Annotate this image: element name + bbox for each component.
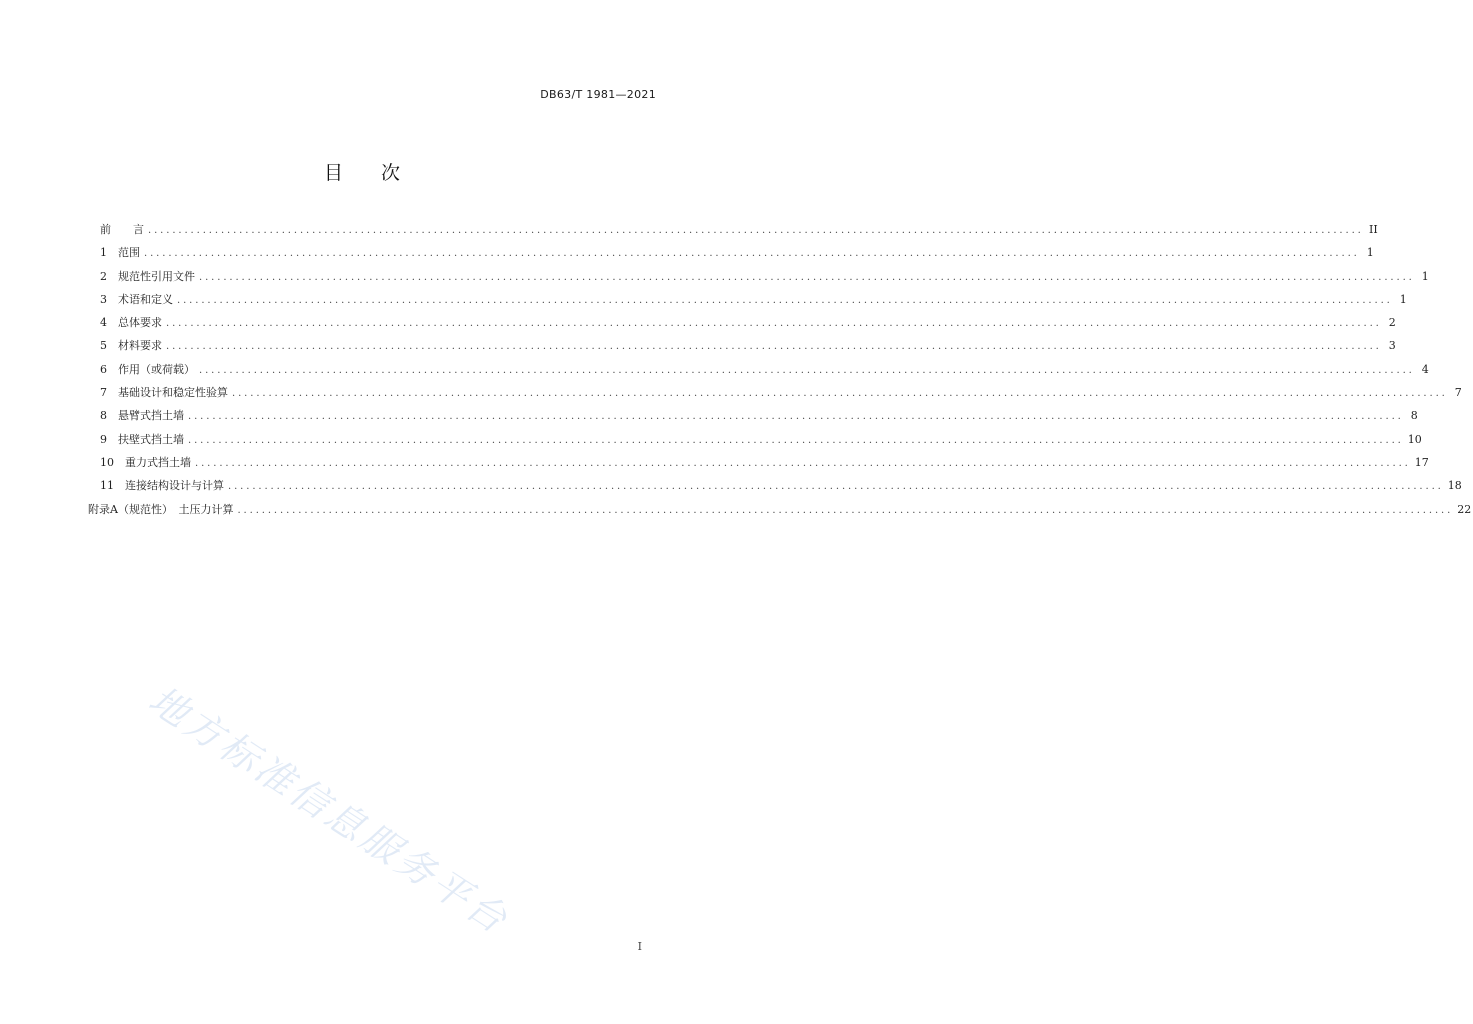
toc-entry-page: II [1369, 223, 1378, 236]
toc-leader-dots: ........................................................................................................................................................................................................ [148, 225, 1364, 236]
toc-entry-label: 附录A（规范性） 土压力计算 [88, 502, 234, 516]
toc-entry-page: 4 [1421, 362, 1429, 376]
toc-leader-dots: ........................................................................................................................................................................................................ [166, 318, 1382, 330]
toc-entry-page: 7 [1454, 386, 1462, 400]
toc-entry-label: 9 扶壁式挡土墙 [100, 432, 184, 446]
toc-entry-page: 1 [1366, 246, 1374, 260]
footer-page-number: I [637, 940, 642, 953]
toc-entry-label: 7 基础设计和稳定性验算 [100, 386, 228, 400]
toc-entry-label: 8 悬臂式挡土墙 [100, 409, 184, 423]
toc-entry[interactable] [88, 241, 1374, 264]
toc-entry-label: 10 重力式挡土墙 [100, 455, 191, 469]
toc-entry-page: 3 [1388, 339, 1396, 353]
toc-entry[interactable] [88, 451, 1429, 474]
toc-entry-label: 11 连接结构设计与计算 [100, 479, 224, 493]
toc-leader-dots: ........................................................................................................................................................................................................ [166, 341, 1382, 353]
toc-entry-page: 10 [1407, 432, 1422, 446]
toc-entry[interactable] [88, 311, 1396, 334]
toc-entry-label: 2 规范性引用文件 [100, 269, 195, 283]
toc-entry[interactable] [88, 265, 1429, 288]
toc-leader-dots: ........................................................................................................................................................................................................ [188, 411, 1404, 423]
toc-leader-dots: ........................................................................................................................................................................................................ [195, 457, 1411, 469]
table-of-contents [88, 218, 1472, 521]
toc-entry-page: 1 [1421, 269, 1429, 283]
toc-entry-label: 6 作用（或荷载） [100, 362, 195, 376]
page-title: 目 次 [323, 162, 400, 184]
toc-entry[interactable] [88, 404, 1418, 427]
toc-entry-label: 5 材料要求 [100, 339, 162, 353]
toc-entry-page: 8 [1410, 409, 1418, 423]
watermark: 地方标准信息服务平台 [141, 677, 518, 944]
toc-entry[interactable] [88, 381, 1462, 404]
toc-entry-label: 3 术语和定义 [100, 292, 173, 306]
toc-entry[interactable] [88, 428, 1422, 451]
toc-entry[interactable] [88, 358, 1429, 381]
toc-entry-label: 1 范围 [100, 246, 140, 260]
toc-entry[interactable] [88, 218, 1378, 241]
toc-entry-page: 2 [1388, 316, 1396, 330]
toc-entry-page: 22 [1457, 502, 1472, 516]
toc-entry-label: 前 言 [100, 223, 144, 236]
toc-leader-dots: ........................................................................................................................................................................................................ [228, 481, 1444, 493]
toc-leader-dots: ........................................................................................................................................................................................................ [144, 248, 1360, 260]
toc-leader-dots: ........................................................................................................................................................................................................ [232, 388, 1448, 400]
standard-code: DB63/T 1981—2021 [540, 88, 656, 101]
toc-leader-dots: ........................................................................................................................................................................................................ [237, 504, 1454, 516]
toc-entry-page: 17 [1414, 455, 1429, 469]
toc-entry[interactable] [88, 288, 1407, 311]
toc-leader-dots: ........................................................................................................................................................................................................ [188, 434, 1404, 446]
toc-leader-dots: ........................................................................................................................................................................................................ [199, 364, 1415, 376]
toc-entry[interactable] [88, 334, 1396, 357]
toc-entry-page: 1 [1399, 292, 1407, 306]
toc-entry-label: 4 总体要求 [100, 316, 162, 330]
toc-entry[interactable] [88, 474, 1462, 497]
toc-entry[interactable] [88, 498, 1472, 521]
toc-leader-dots: ........................................................................................................................................................................................................ [177, 294, 1393, 306]
toc-leader-dots: ........................................................................................................................................................................................................ [199, 271, 1415, 283]
toc-entry-page: 18 [1447, 479, 1462, 493]
